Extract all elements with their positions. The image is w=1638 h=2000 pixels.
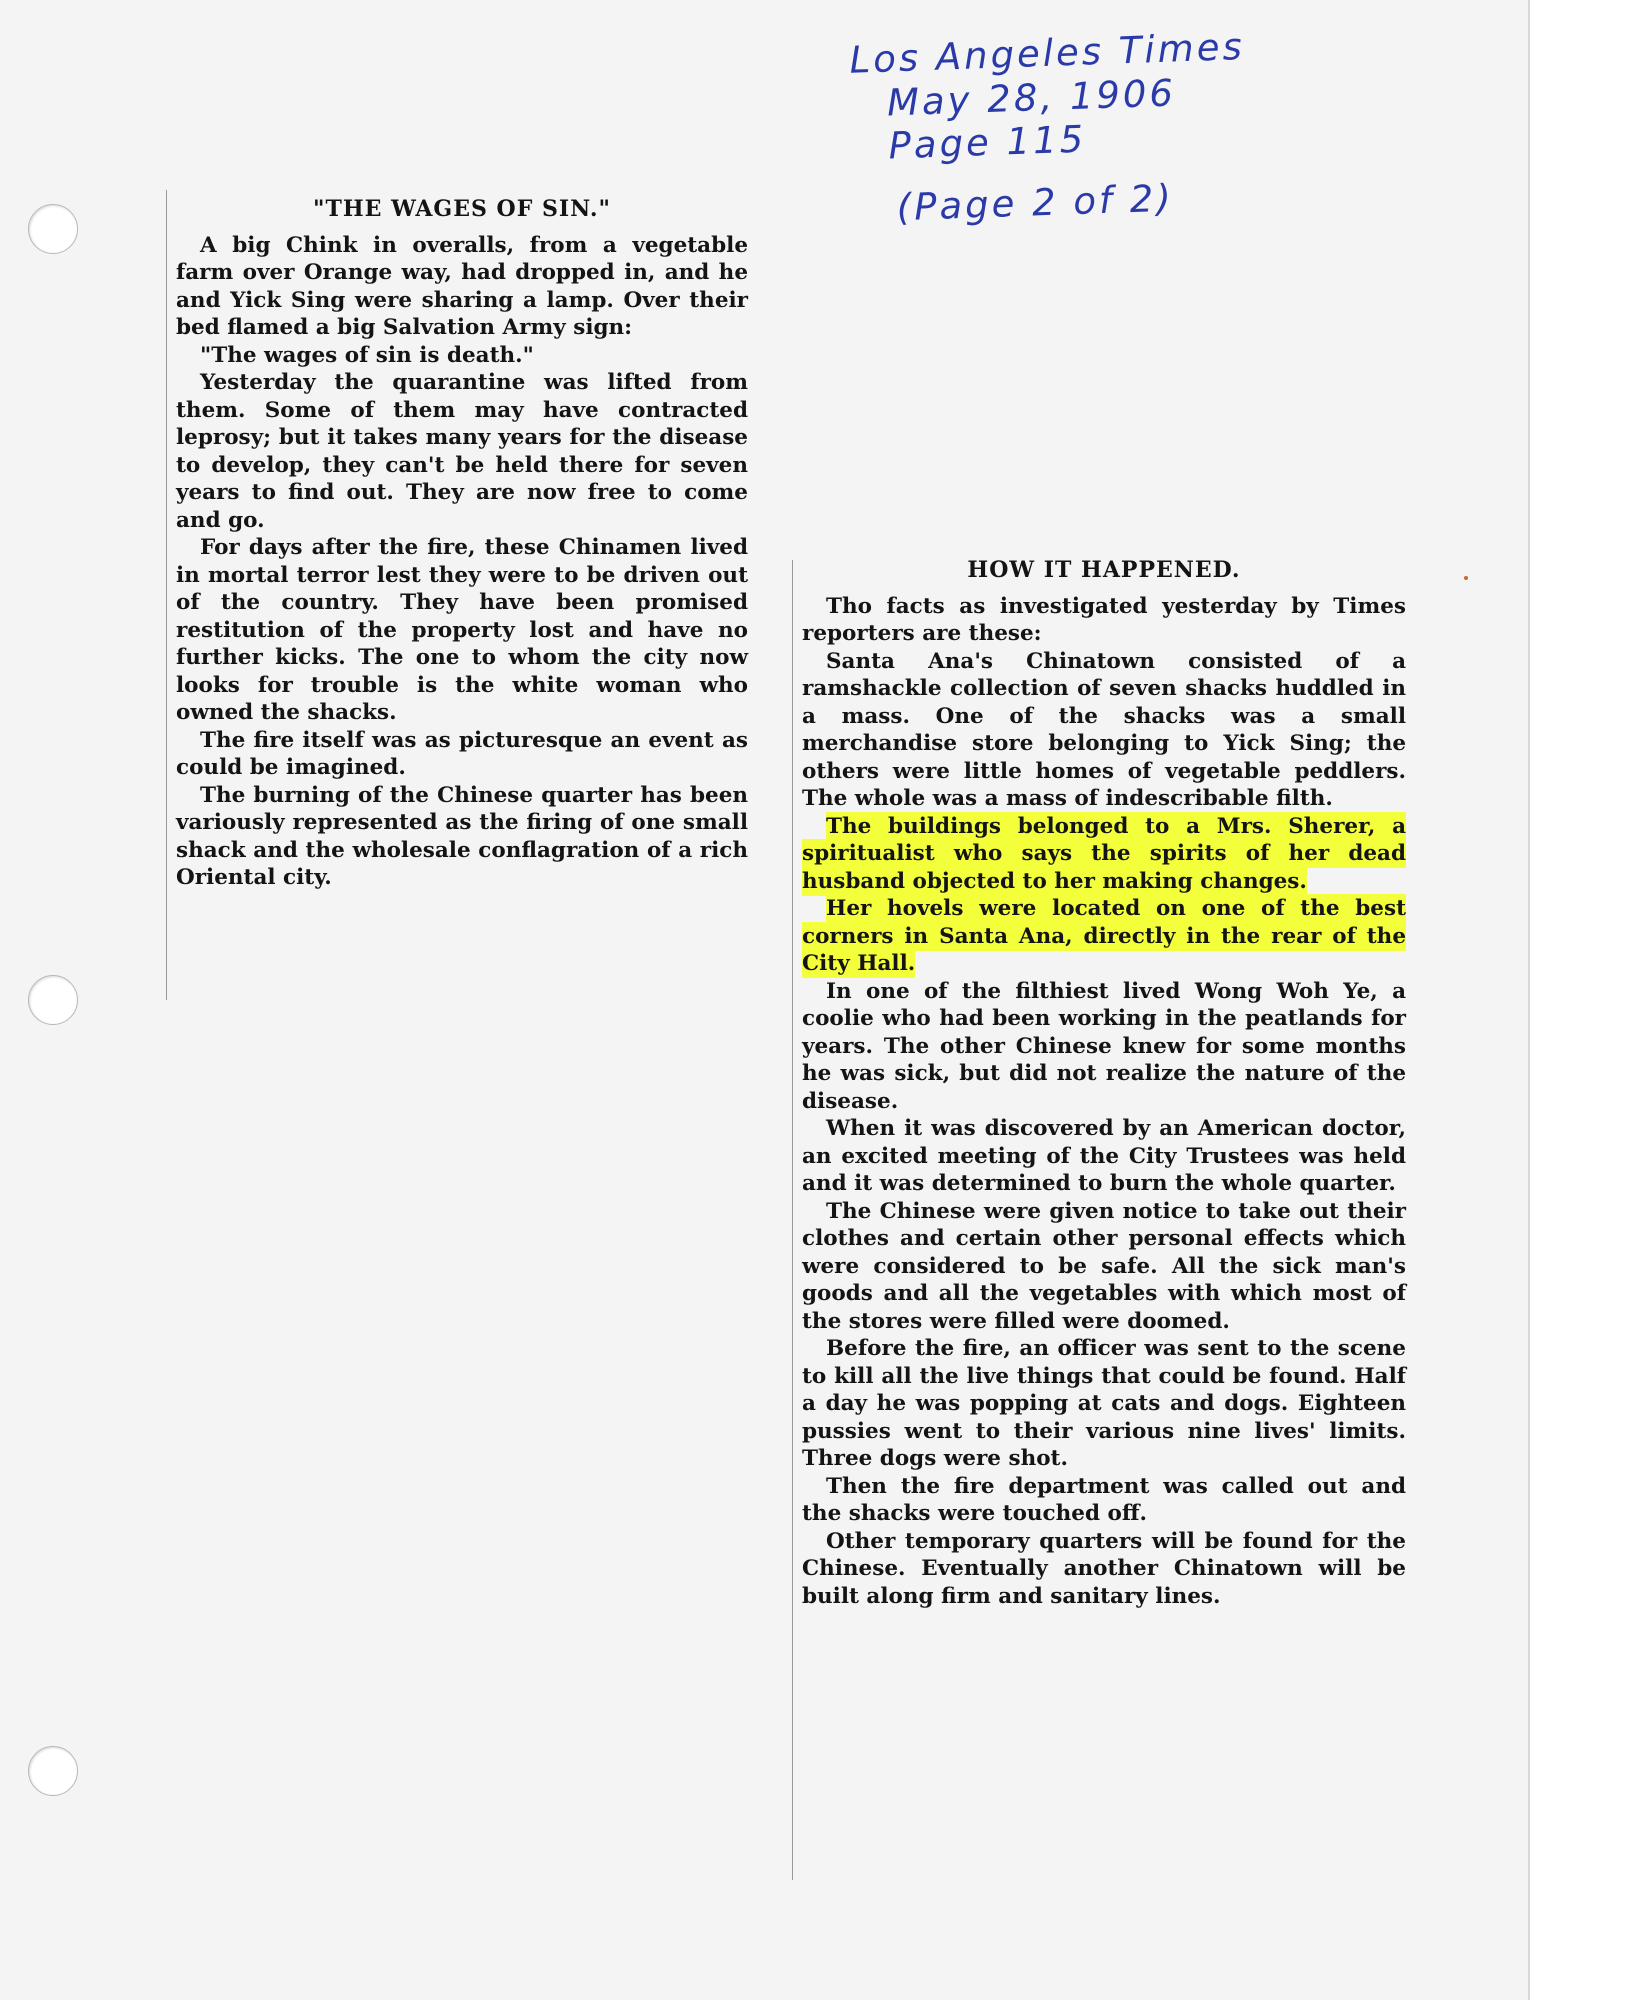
- annotation-page: Page 115: [887, 117, 1087, 168]
- paragraph: Other temporary quarters will be found for the Chinese. Eventually another Chinatown will be built along firm and sanitary lines.: [802, 1528, 1406, 1609]
- paragraph: In one of the filthiest lived Wong Woh Ye, a coolie who had been working in the peatlands for years. The other Chinese knew for some months he was sick, but did not realize the nature of the disease.: [802, 978, 1406, 1114]
- highlighted-text: Her hovels were located on one of the best corners in Santa Ana, directly in the rear of the City Hall.: [802, 896, 1406, 976]
- headline-wages-of-sin: "THE WAGES OF SIN.": [313, 196, 611, 222]
- paragraph-highlighted: [802, 895, 1406, 978]
- punch-hole-bottom: [28, 1746, 78, 1796]
- annotation-page-count: (Page 2 of 2): [895, 176, 1175, 230]
- ink-speck: [1464, 576, 1468, 580]
- annotation-date: May 28, 1906: [886, 71, 1177, 125]
- paragraph: Tho facts as investigated yesterday by Times reporters are these:: [802, 593, 1406, 646]
- paragraph: Santa Ana's Chinatown consisted of a ramshackle collection of seven shacks huddled in a mass. One of the shacks was a small merchandise store belonging to Yick Sing; the others were little homes of vegetable peddlers. The whole was a mass of indescribable filth.: [802, 648, 1406, 811]
- right-column-rule: [792, 560, 793, 1880]
- paragraph: A big Chink in overalls, from a vegetable farm over Orange way, had dropped in, and he and Yick Sing were sharing a lamp. Over their bed flamed a big Salvation Army sign:: [176, 232, 748, 340]
- highlighted-text: The buildings belonged to a Mrs. Sherer, a spiritualist who says the spirits of her dead husband objected to her making changes.: [802, 813, 1406, 894]
- paragraph: For days after the fire, these Chinamen lived in mortal terror lest they were to be driven out of the country. They have been promised restitution of the property lost and have no further kicks. The one to whom the city now looks for trouble is the white woman who owned the shacks.: [176, 535, 748, 725]
- paragraph-highlighted: [802, 813, 1406, 896]
- article-column-right: [802, 557, 1406, 1610]
- left-column-rule: [166, 190, 167, 1000]
- headline-how-it-happened: HOW IT HAPPENED.: [967, 557, 1241, 583]
- paragraph: The Chinese were given notice to take out their clothes and certain other personal effects which were considered to be safe. All the sick man's goods and all the vegetables with which most of the stores were filled were doomed.: [802, 1198, 1406, 1334]
- paragraph: When it was discovered by an American doctor, an excited meeting of the City Trustees was held and it was determined to burn the whole quarter.: [802, 1116, 1406, 1196]
- paragraph-quote: "The wages of sin is death.": [200, 342, 534, 368]
- paragraph: Yesterday the quarantine was lifted from them. Some of them may have contracted leprosy; but it takes many years for the disease to develop, they can't be held there for seven years to find out. They are now free to come and go.: [176, 370, 748, 533]
- paragraph: The fire itself was as picturesque an event as could be imagined.: [176, 727, 748, 780]
- punch-hole-top: [28, 204, 78, 254]
- paragraph: The burning of the Chinese quarter has been variously represented as the firing of one small shack and the wholesale conflagration of a rich Oriental city.: [176, 782, 748, 890]
- article-column-left: [176, 196, 748, 892]
- paragraph: Then the fire department was called out and the shacks were touched off.: [802, 1473, 1406, 1526]
- paragraph: Before the fire, an officer was sent to the scene to kill all the live things that could be found. Half a day he was popping at cats and dogs. Eighteen pussies went to their various nine lives' limits. Three dogs were shot.: [802, 1336, 1406, 1471]
- punch-hole-middle: [28, 975, 78, 1025]
- handwritten-annotation: [849, 21, 1355, 231]
- annotation-publication: Los Angeles Times: [848, 24, 1246, 82]
